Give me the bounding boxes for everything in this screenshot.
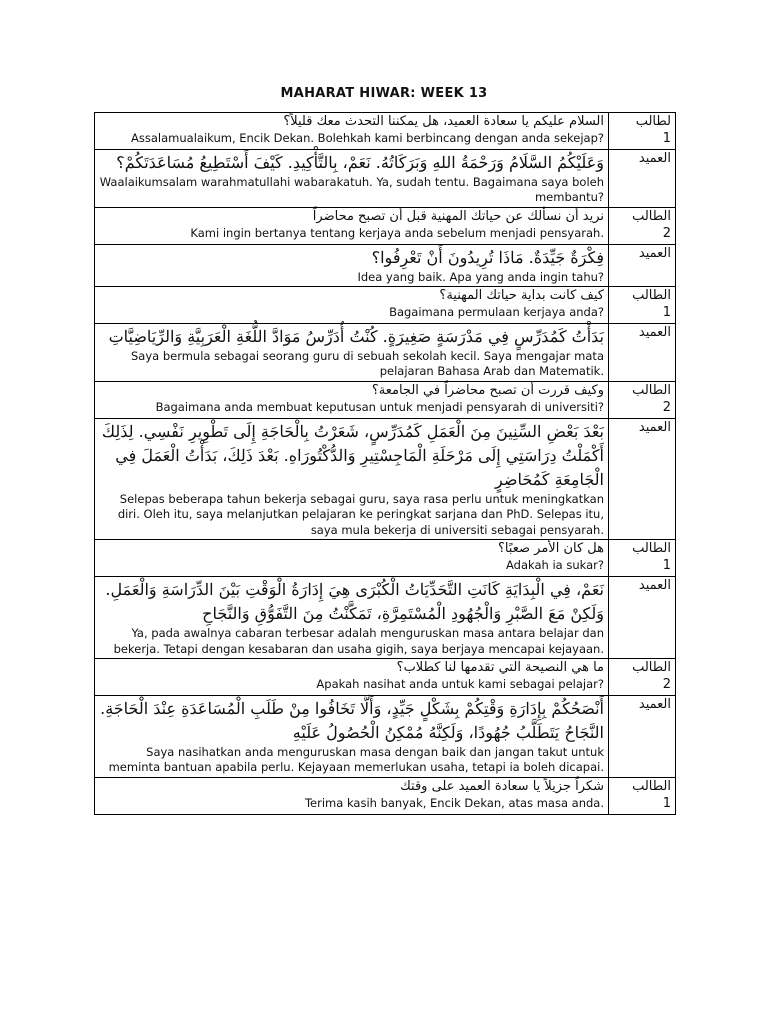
malay-translation: Saya nasihatkan anda menguruskan masa dengan baik dan jangan takut untuk meminta bantuan apabila perlu. Kejayaan memerlukan usaha, tetapi ia boleh dicapai. xyxy=(108,744,604,775)
dialogue-text-cell xyxy=(95,149,609,207)
malay-translation: Assalamualaikum, Encik Dekan. Bolehkah kami berbincang dengan anda sekejap? xyxy=(131,130,604,145)
malay-translation: Bagaimana permulaan kerjaya anda? xyxy=(389,305,604,319)
speaker-label: العميد xyxy=(638,419,671,435)
dialogue-text-cell xyxy=(95,777,609,814)
dialogue-text-cell xyxy=(95,695,609,777)
malay-translation: Idea yang baik. Apa yang anda ingin tahu? xyxy=(357,269,604,284)
speaker-cell xyxy=(609,244,676,287)
speaker-number: 1 xyxy=(662,130,671,146)
arabic-line: بَعْدَ بَعْضِ السِّنِينَ مِنَ الْعَمَلِ كَمُدَرِّسٍ، شَعَرْتُ بِالْحَاجَةِ إِلَى تَطْوِيرِ نَفْسِي. لِذَلِكَ أَكْمَلْتُ دِرَاسَتِي إِلَى مَرْحَلَةِ الْمَاجِسْتِيرِ وَالدُّكْتُورَاهِ. بَعْدَ ذَلِكَ، بَدَأْتُ الْعَمَلَ فِي الْجَامِعَةِ كَمُحَاضِرٍ xyxy=(101,421,604,489)
malay-translation: Adakah ia sukar? xyxy=(506,558,604,573)
arabic-line: شكراً جزيلاً يا سعادة العميد على وقتك xyxy=(400,778,604,794)
arabic-line: كيف كانت بداية حياتك المهنية؟ xyxy=(439,288,604,304)
malay-translation: Terima kasih banyak, Encik Dekan, atas masa anda. xyxy=(304,795,604,810)
speaker-number: 1 xyxy=(662,305,671,320)
speaker-cell xyxy=(609,695,676,777)
arabic-line: فِكْرَةٌ جَيِّدَةٌ. مَاذَا تُرِيدُونَ أَنْ تَعْرِفُوا؟ xyxy=(371,247,604,267)
dialogue-text-cell xyxy=(95,418,609,540)
malay-translation: Apakah nasihat anda untuk kami sebagai pelajar? xyxy=(316,676,604,691)
speaker-number: 2 xyxy=(662,399,671,415)
speaker-cell xyxy=(609,418,676,540)
dialogue-row xyxy=(95,149,676,207)
malay-translation: Waalaikumsalam warahmatullahi wabarakatuh. Ya, sudah tentu. Bagaimana saya boleh membantu? xyxy=(99,174,604,205)
speaker-number: 2 xyxy=(662,225,671,241)
arabic-line: نَعَمْ، فِي الْبِدَايَةِ كَانَتِ التَّحَدِّيَاتُ الْكُبْرَى هِيَ إِدَارَةُ الْوَقْتِ بَيْنَ الدِّرَاسَةِ وَالْعَمَلِ. وَلَكِنْ مَعَ الصَّبْرِ وَالْجُهُودِ الْمُسْتَمِرَّةِ، تَمَكَّنْتُ مِنَ التَّفَوُّقِ وَالنَّجَاحِ xyxy=(105,580,604,624)
speaker-cell xyxy=(609,577,676,659)
malay-translation: Saya bermula sebagai seorang guru di sebuah sekolah kecil. Saya mengajar mata pelajaran Bahasa Arab dan Matematik. xyxy=(130,348,604,379)
dialogue-table xyxy=(94,112,676,815)
speaker-cell xyxy=(609,381,676,418)
dialogue-row xyxy=(95,418,676,540)
speaker-cell xyxy=(609,113,676,150)
speaker-label: العميد xyxy=(638,578,671,594)
dialogue-text-cell xyxy=(95,577,609,659)
malay-translation: Kami ingin bertanya tentang kerjaya anda sebelum menjadi pensyarah. xyxy=(190,225,604,240)
dialogue-row xyxy=(95,695,676,777)
speaker-label: الطالب xyxy=(632,778,671,794)
dialogue-text-cell xyxy=(95,113,609,150)
speaker-cell xyxy=(609,287,676,324)
speaker-cell xyxy=(609,540,676,577)
speaker-label: العميد xyxy=(638,245,671,261)
arabic-line: أَنْصَحُكُمْ بِإِدَارَةِ وَقْتِكُمْ بِشَكْلٍ جَيِّدٍ، وَأَلَّا تَخَافُوا مِنْ طَلَبِ الْمُسَاعَدَةِ عِنْدَ الْحَاجَةِ. النَّجَاحُ يَتَطَلَّبُ جُهُودًا، وَلَكِنَّهُ مُمْكِنُ الْحُصُولُ عَلَيْهِ xyxy=(100,698,604,742)
speaker-label: الطالب xyxy=(632,208,671,224)
arabic-line: السلام عليكم يا سعادة العميد، هل يمكننا التحدث معك قليلاً؟ xyxy=(283,114,604,129)
dialogue-text-cell xyxy=(95,323,609,381)
speaker-cell xyxy=(609,659,676,696)
arabic-line: ما هي النصيحة التي تقدمها لنا كطلاب؟ xyxy=(396,660,604,676)
dialogue-row xyxy=(95,207,676,244)
speaker-cell xyxy=(609,149,676,207)
malay-translation: Selepas beberapa tahun bekerja sebagai guru, saya rasa perlu untuk meningkatkan diri. Oleh itu, saya melanjutkan pelajaran ke peringkat sarjana dan PhD. Selepas itu, saya mula bekerja di universiti sebagai pensyarah. xyxy=(117,491,604,537)
arabic-line: هل كان الأمر صعبًا؟ xyxy=(497,541,604,557)
dialogue-row xyxy=(95,244,676,287)
dialogue-text-cell xyxy=(95,381,609,418)
speaker-label: الطالب xyxy=(632,288,671,304)
speaker-number: 1 xyxy=(662,558,671,574)
speaker-label: الطالب xyxy=(632,660,671,676)
dialogue-text-cell xyxy=(95,207,609,244)
speaker-cell xyxy=(609,207,676,244)
arabic-line: وكيف قررت أن تصبح محاضراً في الجامعة؟ xyxy=(371,382,604,398)
speaker-label: العميد xyxy=(638,696,671,712)
dialogue-text-cell xyxy=(95,659,609,696)
dialogue-row xyxy=(95,287,676,324)
speaker-label: لطالب xyxy=(635,114,671,129)
dialogue-row xyxy=(95,777,676,814)
dialogue-text-cell xyxy=(95,540,609,577)
speaker-cell xyxy=(609,777,676,814)
speaker-label: الطالب xyxy=(632,541,671,557)
malay-translation: Ya, pada awalnya cabaran terbesar adalah menguruskan masa antara belajar dan bekerja. Tetapi dengan kesabaran dan usaha gigih, saya berjaya mencapai kejayaan. xyxy=(113,626,604,656)
arabic-line: نريد أن نسألك عن حياتك المهنية قبل أن تصبح محاضراً xyxy=(312,208,604,224)
arabic-line: وَعَلَيْكُمُ السَّلَامُ وَرَحْمَةُ اللهِ وَبَرَكَاتُهُ. نَعَمْ، بِالتَّأْكِيدِ. كَيْفَ أَسْتَطِيعُ مُسَاعَدَتَكُمْ؟ xyxy=(116,152,604,172)
malay-translation: Bagaimana anda membuat keputusan untuk menjadi pensyarah di universiti? xyxy=(155,399,604,414)
dialogue-row xyxy=(95,113,676,150)
speaker-label: الطالب xyxy=(632,382,671,398)
speaker-cell xyxy=(609,323,676,381)
dialogue-row xyxy=(95,659,676,696)
speaker-label: العميد xyxy=(638,150,671,166)
dialogue-row xyxy=(95,577,676,659)
arabic-line: بَدَأْتُ كَمُدَرِّسٍ فِي مَدْرَسَةٍ صَغِيرَةٍ. كُنْتُ أُدَرِّسُ مَوَادَّ اللُّغَةِ الْعَرَبِيَّةِ وَالرِّيَاضِيَّاتِ xyxy=(108,326,604,346)
dialogue-row xyxy=(95,323,676,381)
dialogue-row xyxy=(95,540,676,577)
dialogue-text-cell xyxy=(95,287,609,324)
speaker-number: 2 xyxy=(662,676,671,692)
speaker-number: 1 xyxy=(662,795,671,811)
dialogue-text-cell xyxy=(95,244,609,287)
page-title: MAHARAT HIWAR: WEEK 13 xyxy=(280,86,488,101)
dialogue-row xyxy=(95,381,676,418)
speaker-label: العميد xyxy=(638,324,671,340)
